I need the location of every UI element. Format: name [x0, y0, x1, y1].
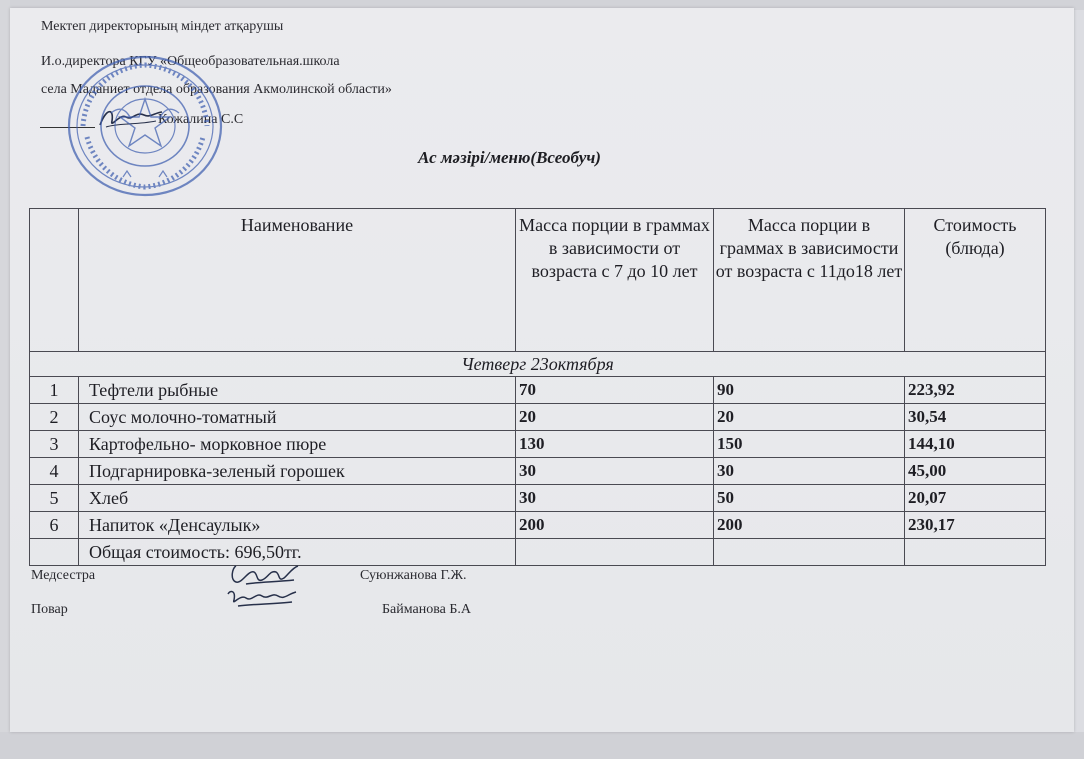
cook-label: Повар	[31, 602, 68, 617]
mass-7-10: 30	[516, 458, 714, 485]
dish-name: Картофельно- морковное пюре	[79, 431, 516, 458]
mass-11-18: 30	[714, 458, 905, 485]
header-cost	[905, 209, 1046, 352]
table-row	[30, 512, 1046, 539]
menu-table	[29, 208, 1046, 566]
header-mass-11-18	[714, 209, 905, 352]
row-number: 4	[30, 458, 79, 485]
total-empty-mass-7-10	[516, 539, 714, 566]
dish-cost: 230,17	[905, 512, 1046, 539]
mass-11-18: 200	[714, 512, 905, 539]
day-label: Четверг 23октября	[30, 352, 1046, 377]
header-mass-7-10-text: Масса порции в граммах в зависимости от возраста с 7 до 10 лет	[519, 215, 710, 281]
row-number: 1	[30, 377, 79, 404]
header-line-3: села Маданиет отдела образования Акмолинской области»	[41, 82, 392, 97]
cook-name: Байманова Б.А	[382, 602, 472, 617]
header-name: Наименование	[79, 209, 516, 352]
mass-7-10: 70	[516, 377, 714, 404]
table-header-row	[30, 209, 1046, 352]
mass-7-10: 20	[516, 404, 714, 431]
header-mass-11-18-text: Масса порции в граммах в зависимости от возраста с 11до18 лет	[715, 215, 903, 281]
mass-11-18: 150	[714, 431, 905, 458]
table-row	[30, 458, 1046, 485]
nurse-name: Суюнжанова Г.Ж.	[360, 568, 467, 583]
mass-7-10: 130	[516, 431, 714, 458]
photo-edge-left	[0, 0, 10, 759]
mass-11-18: 20	[714, 404, 905, 431]
header-line-1: Мектеп директорының міндет атқарушы	[41, 19, 284, 34]
dish-name: Подгарнировка-зеленый горошек	[79, 458, 516, 485]
dish-cost: 20,07	[905, 485, 1046, 512]
total-empty-num	[30, 539, 79, 566]
header-cost-text: Стоимость (блюда)	[933, 215, 1017, 258]
dish-cost: 30,54	[905, 404, 1046, 431]
row-number: 5	[30, 485, 79, 512]
director-name: Кожалина С.С	[158, 112, 244, 127]
mass-11-18: 50	[714, 485, 905, 512]
mass-11-18: 90	[714, 377, 905, 404]
total-row	[30, 539, 1046, 566]
table-row	[30, 404, 1046, 431]
header-line-2: И.о.директора КГУ «Общеобразовательная.школа	[41, 54, 340, 69]
table-row	[30, 431, 1046, 458]
day-row	[30, 352, 1046, 377]
table-row	[30, 485, 1046, 512]
photo-edge-bottom	[0, 732, 1084, 759]
mass-7-10: 200	[516, 512, 714, 539]
dish-name: Хлеб	[79, 485, 516, 512]
dish-cost: 223,92	[905, 377, 1046, 404]
staff-signatures	[218, 560, 308, 612]
table-row	[30, 377, 1046, 404]
mass-7-10: 30	[516, 485, 714, 512]
dish-cost: 144,10	[905, 431, 1046, 458]
total-empty-mass-11-18	[714, 539, 905, 566]
document-sheet	[10, 8, 1074, 732]
dish-name: Соус молочно-томатный	[79, 404, 516, 431]
dish-name: Напиток «Денсаулык»	[79, 512, 516, 539]
row-number: 3	[30, 431, 79, 458]
header-num	[30, 209, 79, 352]
row-number: 2	[30, 404, 79, 431]
dish-cost: 45,00	[905, 458, 1046, 485]
header-mass-7-10	[516, 209, 714, 352]
official-round-stamp	[65, 53, 225, 198]
total-cost: Общая стоимость: 696,50тг.	[79, 539, 516, 566]
nurse-label: Медсестра	[31, 568, 96, 583]
row-number: 6	[30, 512, 79, 539]
dish-name: Тефтели рыбные	[79, 377, 516, 404]
menu-title: Ас мәзірі/меню(Всеобуч)	[418, 148, 601, 167]
total-empty-cost	[905, 539, 1046, 566]
